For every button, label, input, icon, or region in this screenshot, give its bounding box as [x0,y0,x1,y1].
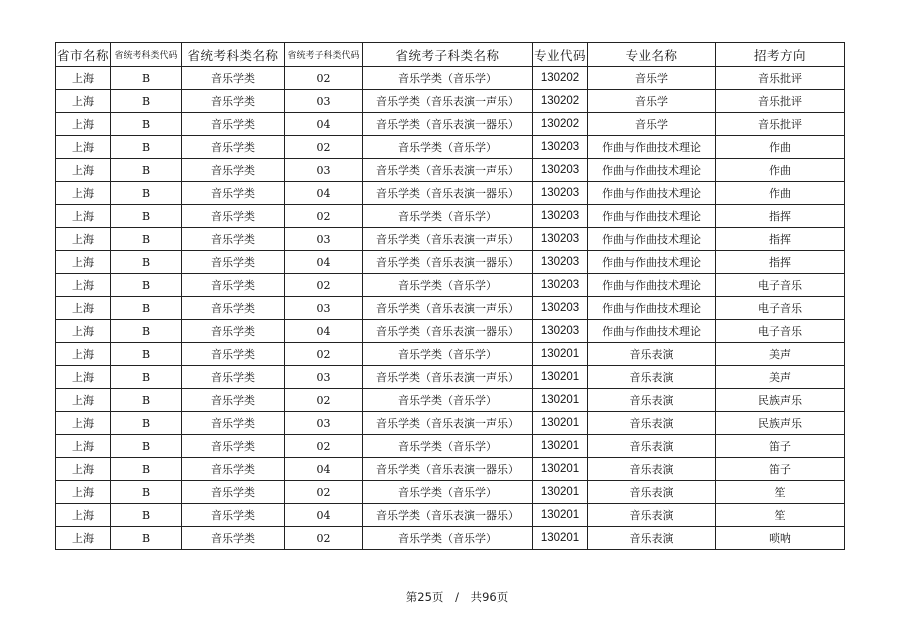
cell-category-code: B [111,90,182,113]
cell-province: 上海 [56,67,111,90]
cell-subcategory-code: 04 [285,251,363,274]
cell-category-code: B [111,274,182,297]
cell-province: 上海 [56,90,111,113]
cell-province: 上海 [56,527,111,550]
cell-category-name: 音乐学类 [182,435,285,458]
cell-direction: 笙 [716,504,845,527]
cell-category-name: 音乐学类 [182,251,285,274]
cell-major-name: 音乐表演 [588,389,716,412]
cell-province: 上海 [56,297,111,320]
cell-major-code: 130203 [533,228,588,251]
cell-category-code: B [111,159,182,182]
cell-subcategory-code: 04 [285,113,363,136]
cell-direction: 美声 [716,366,845,389]
cell-major-code: 130203 [533,297,588,320]
cell-category-code: B [111,297,182,320]
cell-direction: 电子音乐 [716,320,845,343]
cell-category-name: 音乐学类 [182,297,285,320]
cell-major-code: 130201 [533,504,588,527]
cell-category-code: B [111,67,182,90]
cell-major-name: 音乐表演 [588,504,716,527]
cell-category-code: B [111,205,182,228]
table-row [56,389,845,412]
cell-subcategory-name: 音乐学类（音乐学） [363,481,533,504]
cell-subcategory-code: 04 [285,458,363,481]
cell-major-code: 130201 [533,343,588,366]
cell-subcategory-name: 音乐学类（音乐学） [363,67,533,90]
cell-major-name: 作曲与作曲技术理论 [588,159,716,182]
cell-province: 上海 [56,159,111,182]
cell-major-code: 130203 [533,136,588,159]
cell-subcategory-code: 04 [285,320,363,343]
cell-subcategory-name: 音乐学类（音乐表演一声乐） [363,297,533,320]
cell-major-name: 作曲与作曲技术理论 [588,136,716,159]
cell-province: 上海 [56,343,111,366]
cell-category-code: B [111,182,182,205]
cell-major-name: 音乐表演 [588,343,716,366]
cell-major-name: 音乐表演 [588,481,716,504]
cell-major-code: 130201 [533,458,588,481]
cell-subcategory-code: 02 [285,527,363,550]
cell-province: 上海 [56,274,111,297]
table-row [56,251,845,274]
cell-major-name: 音乐表演 [588,435,716,458]
cell-subcategory-code: 02 [285,205,363,228]
cell-category-code: B [111,389,182,412]
table-row [56,412,845,435]
cell-direction: 笛子 [716,458,845,481]
cell-subcategory-name: 音乐学类（音乐学） [363,274,533,297]
cell-province: 上海 [56,251,111,274]
cell-major-code: 130201 [533,481,588,504]
cell-subcategory-name: 音乐学类（音乐表演一器乐） [363,458,533,481]
table-row [56,481,845,504]
cell-category-code: B [111,435,182,458]
cell-subcategory-name: 音乐学类（音乐表演一器乐） [363,251,533,274]
cell-major-name: 音乐学 [588,90,716,113]
cell-direction: 指挥 [716,251,845,274]
table-row [56,366,845,389]
cell-major-name: 音乐学 [588,113,716,136]
cell-category-code: B [111,527,182,550]
cell-subcategory-name: 音乐学类（音乐表演一声乐） [363,228,533,251]
cell-subcategory-code: 02 [285,67,363,90]
cell-category-name: 音乐学类 [182,412,285,435]
cell-direction: 作曲 [716,159,845,182]
cell-major-code: 130203 [533,251,588,274]
table-row [56,274,845,297]
cell-major-code: 130203 [533,320,588,343]
table-row [56,343,845,366]
cell-category-name: 音乐学类 [182,90,285,113]
cell-category-name: 音乐学类 [182,274,285,297]
cell-province: 上海 [56,228,111,251]
table-row [56,435,845,458]
table-row [56,67,845,90]
cell-province: 上海 [56,389,111,412]
header-subcategory-code: 省统考子科类代码 [285,43,363,67]
cell-subcategory-code: 03 [285,228,363,251]
cell-category-name: 音乐学类 [182,389,285,412]
cell-major-name: 作曲与作曲技术理论 [588,251,716,274]
table-row [56,182,845,205]
cell-subcategory-name: 音乐学类（音乐表演一器乐） [363,182,533,205]
cell-major-name: 作曲与作曲技术理论 [588,320,716,343]
cell-direction: 笛子 [716,435,845,458]
cell-subcategory-name: 音乐学类（音乐表演一声乐） [363,90,533,113]
cell-category-code: B [111,343,182,366]
cell-direction: 民族声乐 [716,412,845,435]
table-row [56,205,845,228]
cell-subcategory-code: 03 [285,90,363,113]
table-row [56,297,845,320]
header-category-code: 省统考科类代码 [111,43,182,67]
cell-category-name: 音乐学类 [182,343,285,366]
cell-category-code: B [111,251,182,274]
cell-major-name: 音乐学 [588,67,716,90]
table-row [56,228,845,251]
cell-category-name: 音乐学类 [182,228,285,251]
cell-major-name: 音乐表演 [588,527,716,550]
cell-major-name: 音乐表演 [588,412,716,435]
cell-category-name: 音乐学类 [182,320,285,343]
admissions-table [55,42,845,550]
cell-major-code: 130201 [533,435,588,458]
page-footer [0,589,914,605]
cell-major-name: 作曲与作曲技术理论 [588,274,716,297]
cell-direction: 指挥 [716,228,845,251]
cell-subcategory-code: 02 [285,274,363,297]
cell-province: 上海 [56,435,111,458]
cell-province: 上海 [56,366,111,389]
cell-major-code: 130202 [533,90,588,113]
cell-category-name: 音乐学类 [182,366,285,389]
cell-category-code: B [111,481,182,504]
cell-category-code: B [111,113,182,136]
cell-subcategory-name: 音乐学类（音乐学） [363,389,533,412]
cell-subcategory-name: 音乐学类（音乐学） [363,343,533,366]
cell-subcategory-name: 音乐学类（音乐学） [363,205,533,228]
cell-province: 上海 [56,412,111,435]
table-row [56,320,845,343]
cell-major-code: 130201 [533,366,588,389]
cell-subcategory-code: 02 [285,389,363,412]
cell-major-code: 130203 [533,274,588,297]
cell-major-name: 作曲与作曲技术理论 [588,205,716,228]
cell-province: 上海 [56,136,111,159]
cell-category-code: B [111,504,182,527]
cell-category-name: 音乐学类 [182,504,285,527]
cell-major-name: 作曲与作曲技术理论 [588,182,716,205]
cell-province: 上海 [56,182,111,205]
cell-direction: 音乐批评 [716,90,845,113]
table-row [56,136,845,159]
table-row [56,159,845,182]
cell-major-code: 130203 [533,159,588,182]
cell-subcategory-name: 音乐学类（音乐学） [363,136,533,159]
cell-major-code: 130202 [533,67,588,90]
cell-subcategory-name: 音乐学类（音乐表演一器乐） [363,320,533,343]
cell-subcategory-name: 音乐学类（音乐表演一器乐） [363,113,533,136]
header-subcategory-name: 省统考子科类名称 [363,43,533,67]
cell-direction: 唢呐 [716,527,845,550]
cell-category-name: 音乐学类 [182,481,285,504]
cell-direction: 音乐批评 [716,67,845,90]
cell-category-name: 音乐学类 [182,527,285,550]
header-direction: 招考方向 [716,43,845,67]
current-page-label: 第25页 [405,590,444,604]
cell-subcategory-name: 音乐学类（音乐学） [363,527,533,550]
cell-major-code: 130203 [533,182,588,205]
table-row [56,113,845,136]
cell-province: 上海 [56,504,111,527]
cell-direction: 笙 [716,481,845,504]
cell-category-code: B [111,412,182,435]
cell-category-name: 音乐学类 [182,67,285,90]
cell-province: 上海 [56,113,111,136]
cell-major-name: 作曲与作曲技术理论 [588,228,716,251]
cell-subcategory-name: 音乐学类（音乐表演一声乐） [363,159,533,182]
cell-direction: 电子音乐 [716,297,845,320]
cell-category-code: B [111,320,182,343]
cell-subcategory-name: 音乐学类（音乐表演一器乐） [363,504,533,527]
cell-category-code: B [111,136,182,159]
cell-subcategory-code: 03 [285,412,363,435]
cell-major-code: 130201 [533,527,588,550]
cell-category-name: 音乐学类 [182,182,285,205]
cell-subcategory-code: 02 [285,481,363,504]
cell-major-code: 130201 [533,389,588,412]
cell-subcategory-code: 04 [285,504,363,527]
cell-province: 上海 [56,320,111,343]
cell-subcategory-code: 03 [285,159,363,182]
table-row [56,458,845,481]
cell-major-code: 130202 [533,113,588,136]
cell-category-code: B [111,366,182,389]
cell-direction: 民族声乐 [716,389,845,412]
cell-category-name: 音乐学类 [182,205,285,228]
cell-category-name: 音乐学类 [182,136,285,159]
cell-category-name: 音乐学类 [182,113,285,136]
cell-subcategory-code: 03 [285,297,363,320]
cell-province: 上海 [56,481,111,504]
cell-major-name: 作曲与作曲技术理论 [588,297,716,320]
cell-direction: 作曲 [716,182,845,205]
table-row [56,504,845,527]
table-body [56,67,845,550]
cell-major-name: 音乐表演 [588,458,716,481]
cell-direction: 指挥 [716,205,845,228]
cell-province: 上海 [56,458,111,481]
cell-subcategory-name: 音乐学类（音乐表演一声乐） [363,412,533,435]
cell-category-name: 音乐学类 [182,458,285,481]
cell-province: 上海 [56,205,111,228]
cell-direction: 作曲 [716,136,845,159]
header-major-code: 专业代码 [533,43,588,67]
cell-category-code: B [111,228,182,251]
cell-subcategory-name: 音乐学类（音乐表演一声乐） [363,366,533,389]
cell-subcategory-code: 04 [285,182,363,205]
header-major-name: 专业名称 [588,43,716,67]
cell-category-name: 音乐学类 [182,159,285,182]
table-row [56,527,845,550]
page-separator: / [455,590,459,604]
cell-subcategory-code: 02 [285,136,363,159]
cell-major-code: 130201 [533,412,588,435]
cell-direction: 电子音乐 [716,274,845,297]
cell-subcategory-code: 02 [285,343,363,366]
cell-direction: 美声 [716,343,845,366]
cell-major-code: 130203 [533,205,588,228]
cell-direction: 音乐批评 [716,113,845,136]
table-row [56,90,845,113]
cell-subcategory-name: 音乐学类（音乐学） [363,435,533,458]
total-pages-label: 共96页 [470,590,509,604]
table-header-row [56,43,845,67]
cell-major-name: 音乐表演 [588,366,716,389]
header-province: 省市名称 [56,43,111,67]
header-category-name: 省统考科类名称 [182,43,285,67]
cell-category-code: B [111,458,182,481]
cell-subcategory-code: 02 [285,435,363,458]
cell-subcategory-code: 03 [285,366,363,389]
